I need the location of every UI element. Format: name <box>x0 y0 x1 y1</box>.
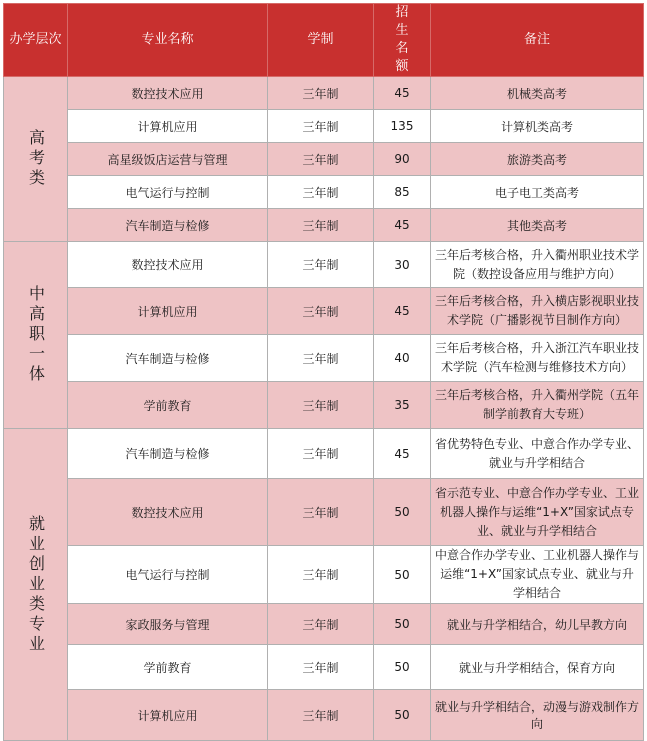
duration-cell: 三年制 <box>268 176 374 209</box>
level-label: 中高职一体 <box>26 285 46 385</box>
table-row <box>4 479 644 546</box>
table-row <box>4 604 644 645</box>
major-cell: 家政服务与管理 <box>68 604 268 645</box>
major-cell: 汽车制造与检修 <box>68 209 268 242</box>
duration-cell: 三年制 <box>268 288 374 335</box>
quota-cell: 45 <box>374 288 431 335</box>
major-cell: 数控技术应用 <box>68 242 268 288</box>
table-row <box>4 143 644 176</box>
quota-cell: 50 <box>374 479 431 546</box>
table-row <box>4 77 644 110</box>
major-cell: 学前教育 <box>68 382 268 429</box>
quota-cell: 45 <box>374 429 431 479</box>
major-cell: 计算机应用 <box>68 690 268 741</box>
level-cell <box>4 429 68 741</box>
remarks-cell: 就业与升学相结合，幼儿早教方向 <box>431 604 644 645</box>
header-duration: 学制 <box>268 4 374 77</box>
remarks-cell: 计算机类高考 <box>431 110 644 143</box>
remarks-cell: 旅游类高考 <box>431 143 644 176</box>
remarks-cell: 省示范专业、中意合作办学专业、工业机器人操作与运维“1+X”国家试点专业、就业与升学相结合 <box>431 479 644 546</box>
level-cell <box>4 77 68 242</box>
quota-cell: 50 <box>374 546 431 604</box>
remarks-cell: 就业与升学相结合，动漫与游戏制作方向 <box>431 690 644 741</box>
remarks-cell: 就业与升学相结合，保育方向 <box>431 645 644 690</box>
quota-cell: 30 <box>374 242 431 288</box>
header-quota <box>374 4 431 77</box>
duration-cell: 三年制 <box>268 242 374 288</box>
header-major: 专业名称 <box>68 4 268 77</box>
remarks-cell: 三年后考核合格，升入衢州职业技术学院（数控设备应用与维护方向） <box>431 242 644 288</box>
table-row <box>4 288 644 335</box>
table-row <box>4 110 644 143</box>
duration-cell: 三年制 <box>268 645 374 690</box>
major-cell: 电气运行与控制 <box>68 176 268 209</box>
major-cell: 学前教育 <box>68 645 268 690</box>
duration-cell: 三年制 <box>268 77 374 110</box>
level-label: 就业创业类专业 <box>26 514 46 655</box>
duration-cell: 三年制 <box>268 335 374 382</box>
header-quota-label: 招生名额 <box>395 5 409 74</box>
quota-cell: 45 <box>374 77 431 110</box>
table-row <box>4 645 644 690</box>
major-cell: 数控技术应用 <box>68 479 268 546</box>
header-remarks: 备注 <box>431 4 644 77</box>
table-row <box>4 429 644 479</box>
table-row <box>4 690 644 741</box>
major-cell: 计算机应用 <box>68 110 268 143</box>
quota-cell: 90 <box>374 143 431 176</box>
remarks-cell: 电子电工类高考 <box>431 176 644 209</box>
quota-cell: 40 <box>374 335 431 382</box>
duration-cell: 三年制 <box>268 546 374 604</box>
quota-cell: 50 <box>374 690 431 741</box>
table-row <box>4 382 644 429</box>
quota-cell: 50 <box>374 604 431 645</box>
quota-cell: 45 <box>374 209 431 242</box>
remarks-cell: 三年后考核合格，升入衢州学院（五年制学前教育大专班） <box>431 382 644 429</box>
header-row <box>4 4 644 77</box>
quota-cell: 50 <box>374 645 431 690</box>
table-row <box>4 546 644 604</box>
remarks-cell: 三年后考核合格，升入横店影视职业技术学院（广播影视节目制作方向） <box>431 288 644 335</box>
duration-cell: 三年制 <box>268 604 374 645</box>
quota-cell: 135 <box>374 110 431 143</box>
major-cell: 数控技术应用 <box>68 77 268 110</box>
major-cell: 计算机应用 <box>68 288 268 335</box>
duration-cell: 三年制 <box>268 209 374 242</box>
duration-cell: 三年制 <box>268 382 374 429</box>
table-row <box>4 242 644 288</box>
enrollment-table <box>3 3 644 741</box>
remarks-cell: 其他类高考 <box>431 209 644 242</box>
quota-cell: 35 <box>374 382 431 429</box>
remarks-cell: 机械类高考 <box>431 77 644 110</box>
major-cell: 电气运行与控制 <box>68 546 268 604</box>
duration-cell: 三年制 <box>268 143 374 176</box>
header-level: 办学层次 <box>4 4 68 77</box>
table-row <box>4 176 644 209</box>
table-row <box>4 209 644 242</box>
duration-cell: 三年制 <box>268 429 374 479</box>
remarks-cell: 三年后考核合格，升入浙江汽车职业技术学院（汽车检测与维修技术方向） <box>431 335 644 382</box>
duration-cell: 三年制 <box>268 479 374 546</box>
level-label: 高考类 <box>26 129 46 189</box>
major-cell: 汽车制造与检修 <box>68 335 268 382</box>
table-row <box>4 335 644 382</box>
remarks-cell: 省优势特色专业、中意合作办学专业、就业与升学相结合 <box>431 429 644 479</box>
table-body <box>4 77 644 741</box>
duration-cell: 三年制 <box>268 110 374 143</box>
duration-cell: 三年制 <box>268 690 374 741</box>
remarks-cell: 中意合作办学专业、工业机器人操作与运维“1+X”国家试点专业、就业与升学相结合 <box>431 546 644 604</box>
quota-cell: 85 <box>374 176 431 209</box>
major-cell: 高星级饭店运营与管理 <box>68 143 268 176</box>
level-cell <box>4 242 68 429</box>
major-cell: 汽车制造与检修 <box>68 429 268 479</box>
